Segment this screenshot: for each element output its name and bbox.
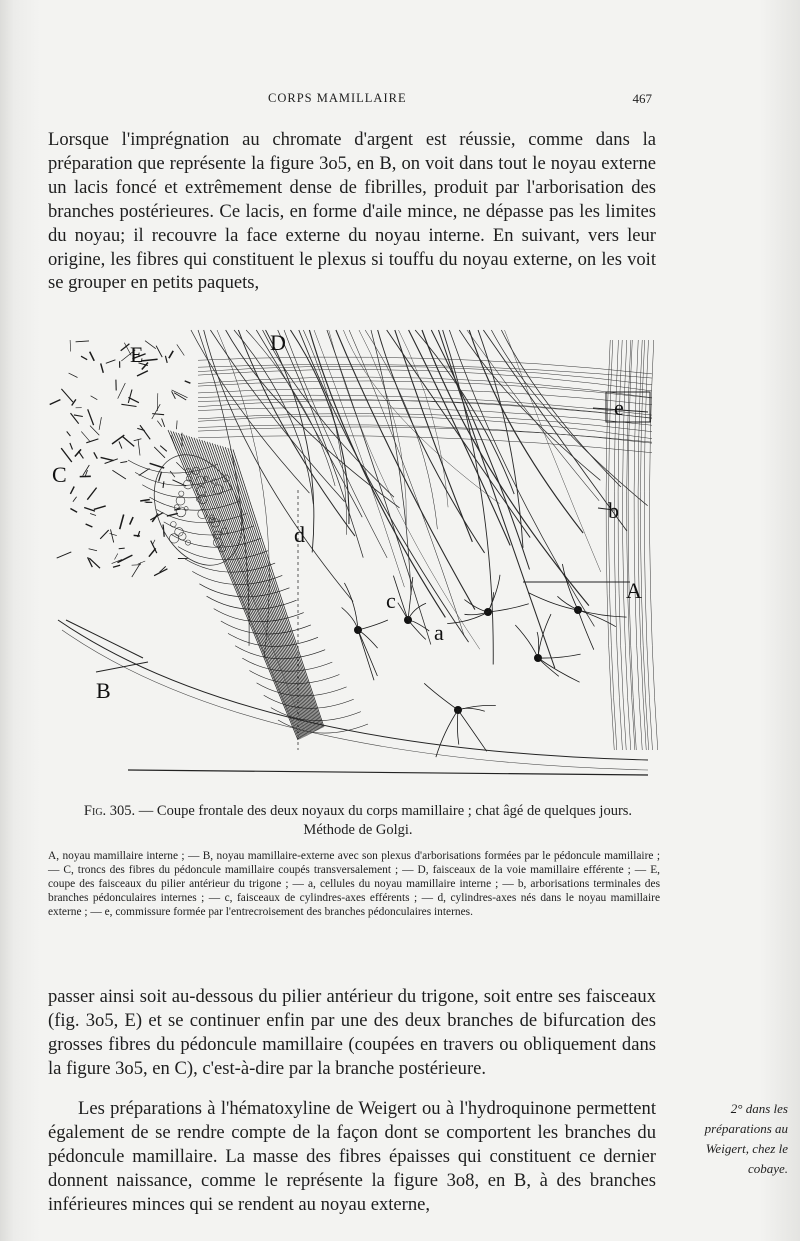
fiber-tuft: [138, 439, 140, 455]
fiber-tuft: [74, 415, 83, 417]
fiber-tuft: [137, 371, 148, 376]
nucleus-mesh-line: [176, 432, 301, 738]
fiber-tuft: [91, 396, 98, 400]
fiber-tuft: [99, 417, 101, 430]
label-c: c: [386, 588, 396, 613]
fiber-tuft: [70, 509, 77, 513]
fiber-tuft: [94, 452, 98, 458]
fiber-stroke: [303, 330, 346, 535]
fiber-tuft: [123, 437, 135, 447]
fiber-tuft: [120, 515, 124, 530]
fiber-tuft: [134, 535, 140, 536]
neuron-dendrite: [458, 710, 487, 751]
fiber-tuft: [70, 443, 73, 450]
fiber-tuft: [87, 488, 96, 500]
fiber-tuft: [88, 409, 94, 425]
fiber-stroke: [309, 330, 445, 617]
fiber-tuft: [170, 471, 175, 477]
fiber-tuft: [84, 508, 95, 512]
fiber-tuft: [142, 359, 158, 361]
nucleus-mesh-line: [228, 448, 322, 728]
neuron-dendrite: [424, 683, 458, 710]
fiber-tuft: [163, 481, 164, 488]
running-head: [48, 91, 658, 111]
nucleus-mesh-line: [181, 434, 303, 738]
neuron-dendrite: [358, 630, 377, 676]
neuron-dendrite: [515, 625, 538, 658]
label-D: D: [270, 330, 286, 355]
fiber-tuft: [112, 435, 124, 444]
fiber-cross-section: [171, 522, 177, 528]
neuron-dendrite: [578, 610, 594, 650]
fiber-tuft: [50, 400, 61, 405]
fiber-tuft: [169, 351, 173, 358]
commissure-fiber: [198, 400, 652, 418]
figure-caption-label: Fig. 305.: [83, 803, 136, 819]
label-C: C: [52, 462, 67, 487]
fiber-stroke: [246, 330, 335, 486]
fiber-tuft: [149, 548, 156, 556]
nucleus-mesh-line: [217, 445, 317, 730]
nucleus-mesh-line: [204, 441, 312, 733]
fiber-stroke: [314, 330, 404, 587]
fiber-cross-section: [169, 534, 178, 543]
fiber-tuft: [177, 344, 185, 355]
neuron-dendrite: [358, 620, 388, 630]
figure-legend: A, noyau mamillaire interne ; — B, noyau mamillaire-externe avec son plexus d'arborisations formées par le pédoncule mamillaire ; — C, troncs des fibres du pédoncule mamillaire coupés transversalement ; — D, faisceaux de la voie mamillaire efférente ; — E, coupe des faisceaux du pilier antérieur du trigone ; — a, cellules du noyau mamillaire interne ; — b, arborisations terminales des branches pédonculaires internes ; — c, faisceaux de cylindres-axes efférents ; — d, cylindres-axes nés dans le noyau mamillaire externe ; — e, commissure formée par l'entrecroisement des branches pédonculaires internes.: [48, 850, 660, 918]
neuron-dendrite: [528, 593, 578, 610]
fiber-stroke: [191, 330, 310, 493]
label-B: B: [96, 678, 111, 703]
fiber-tuft: [112, 470, 126, 479]
fiber-tuft: [81, 432, 90, 442]
golgi-section-drawing: [48, 320, 660, 790]
fiber-tuft: [128, 390, 132, 404]
neuron-dendrite: [457, 710, 458, 745]
fiber-tuft: [160, 446, 167, 452]
fiber-stroke: [266, 330, 314, 552]
fiber-tuft: [70, 487, 74, 494]
nucleus-mesh-line: [202, 440, 312, 733]
fiber-cross-section: [179, 491, 184, 496]
fiber-tuft: [90, 514, 96, 516]
label-d: d: [294, 522, 305, 547]
fiber-cross-section: [176, 507, 186, 517]
fiber-tuft: [157, 421, 162, 427]
nucleus-mesh-line: [194, 438, 308, 735]
fiber-tuft: [61, 448, 72, 462]
neuron-dendrite: [538, 654, 581, 658]
neuron-dendrite: [538, 658, 559, 676]
fiber-tuft: [140, 425, 150, 439]
label-E: E: [130, 342, 144, 367]
label-b: b: [608, 498, 619, 523]
page-number: 467: [632, 91, 652, 106]
neuron-dendrite: [344, 583, 358, 630]
running-title: CORPS MAMILLAIRE: [268, 91, 407, 105]
fiber-stroke: [491, 330, 647, 506]
fiber-tuft: [94, 506, 106, 510]
fiber-tuft: [134, 439, 142, 441]
neuron-dendrite: [538, 658, 580, 682]
fiber-tuft: [101, 363, 104, 372]
label-a: a: [434, 620, 444, 645]
nerve-cells: [342, 564, 627, 757]
section-boundary: [58, 620, 648, 760]
fiber-tuft: [111, 529, 114, 542]
fiber-stroke: [378, 330, 485, 553]
fiber-tuft: [110, 533, 117, 535]
edge-fiber: [650, 340, 658, 750]
fiber-tuft: [113, 565, 120, 567]
commissure-fiber: [198, 425, 652, 444]
fiber-tuft: [162, 419, 165, 427]
margin-note: 2° dans les préparations au Weigert, chez le cobaye.: [704, 1101, 788, 1176]
nucleus-mesh-line: [210, 442, 315, 731]
fiber-tuft: [69, 373, 78, 377]
fiber-tuft: [177, 421, 178, 430]
figure-305-illustration: [48, 320, 660, 790]
fiber-tuft: [118, 383, 126, 399]
figure-caption-text: — Coupe frontale des deux noyaux du corps mamillaire ; chat âgé de quelques jours. Méthode de Golgi.: [138, 803, 633, 838]
nucleus-mesh-line: [197, 439, 310, 735]
fiber-tuft: [67, 431, 71, 436]
paragraph-bottom: Les préparations à l'hématoxyline de Weigert ou à l'hydroquinone permettent également de se rendre compte de la façon dont se comportent les branches du pédoncule mamillaire. La masse des fibres épaisses qui constituent ce dernier donnent naissance, comme le représente la figure 3o8, en B, à des branches inférieures minces qui se rendent au noyau externe,: [48, 1098, 656, 1215]
fiber-tuft: [138, 561, 145, 564]
fiber-tuft: [159, 472, 162, 482]
nucleus-mesh-line: [186, 435, 305, 736]
fiber-tuft: [61, 389, 73, 402]
fiber-tuft: [90, 352, 95, 361]
neuron-dendrite: [488, 604, 529, 612]
fiber-tuft: [152, 404, 160, 419]
label-A: A: [626, 578, 642, 603]
label-e: e: [614, 395, 624, 420]
figure-caption: [62, 802, 654, 840]
neuron-dendrite: [488, 575, 500, 612]
fiber-tuft: [172, 391, 176, 399]
fiber-tuft: [70, 340, 71, 352]
fiber-tuft: [86, 524, 93, 527]
fiber-tuft: [119, 441, 122, 448]
fiber-tuft: [100, 530, 109, 539]
fiber-tuft: [119, 548, 125, 549]
fiber-tuft: [57, 552, 72, 558]
fiber-tuft: [128, 397, 139, 402]
section-boundary: [62, 630, 648, 770]
fiber-tuft: [156, 346, 162, 357]
fiber-tuft: [140, 500, 150, 502]
nucleus-mesh-line: [212, 443, 315, 731]
fiber-tuft: [130, 517, 133, 525]
paragraph-top: Lorsque l'imprégnation au chromate d'argent est réussie, comme dans la préparation que représente la figure 3o5, en B, on voit dans tout le noyau externe un lacis foncé et extrêmement dense de fibrilles, produit par l'arborisation des branches postérieures. Ce lacis, en forme d'aile mince, ne dépasse pas les limites du noyau; il recouvre la face externe du noyau interne. En suivant, vers leur origine, les fibres qui constituent le plexus si touffu du noyau externe, on les voit se grouper en petits paquets,: [48, 129, 656, 294]
fiber-tuft: [118, 555, 133, 563]
fiber-tuft: [73, 497, 77, 502]
fiber-tuft: [106, 360, 116, 364]
fiber-stroke: [365, 330, 437, 529]
fiber-tuft: [115, 554, 118, 560]
fiber-tuft: [72, 399, 76, 405]
edge-fiber: [627, 340, 635, 750]
fiber-tuft: [165, 356, 167, 363]
fiber-strokes: [50, 330, 658, 750]
neuron-dendrite: [358, 630, 374, 680]
fiber-tuft: [120, 462, 127, 463]
fiber-tuft: [81, 356, 87, 360]
fiber-tuft: [139, 469, 150, 476]
neuron-dendrite: [436, 710, 458, 757]
fiber-tuft: [76, 341, 89, 342]
fiber-tuft: [121, 404, 136, 406]
external-nucleus-mesh: [58, 430, 648, 770]
fiber-tuft: [185, 381, 191, 383]
commissure-fiber: [198, 416, 652, 439]
nucleus-mesh-line: [189, 436, 307, 736]
commissure-fiber: [198, 427, 652, 442]
fiber-tuft: [154, 569, 167, 576]
fiber-tuft: [145, 341, 156, 349]
fiber-tuft: [90, 426, 99, 436]
neuron-dendrite: [342, 608, 358, 631]
fiber-tuft: [89, 549, 97, 551]
nucleus-cross-line: [157, 510, 247, 523]
paragraph-middle: passer ainsi soit au-dessous du pilier antérieur du trigone, soit entre ses faisceaux (fig. 3o5, E) et se continuer enfin par une des deux branches de bifurcation des grosses fibres du pédoncule mamillaire (coupées en travers ou obliquement dans la figure 3o5, en C), c'est-à-dire par la branche postérieure.: [48, 986, 656, 1079]
edge-fiber: [628, 340, 636, 750]
fiber-tuft: [101, 457, 114, 460]
